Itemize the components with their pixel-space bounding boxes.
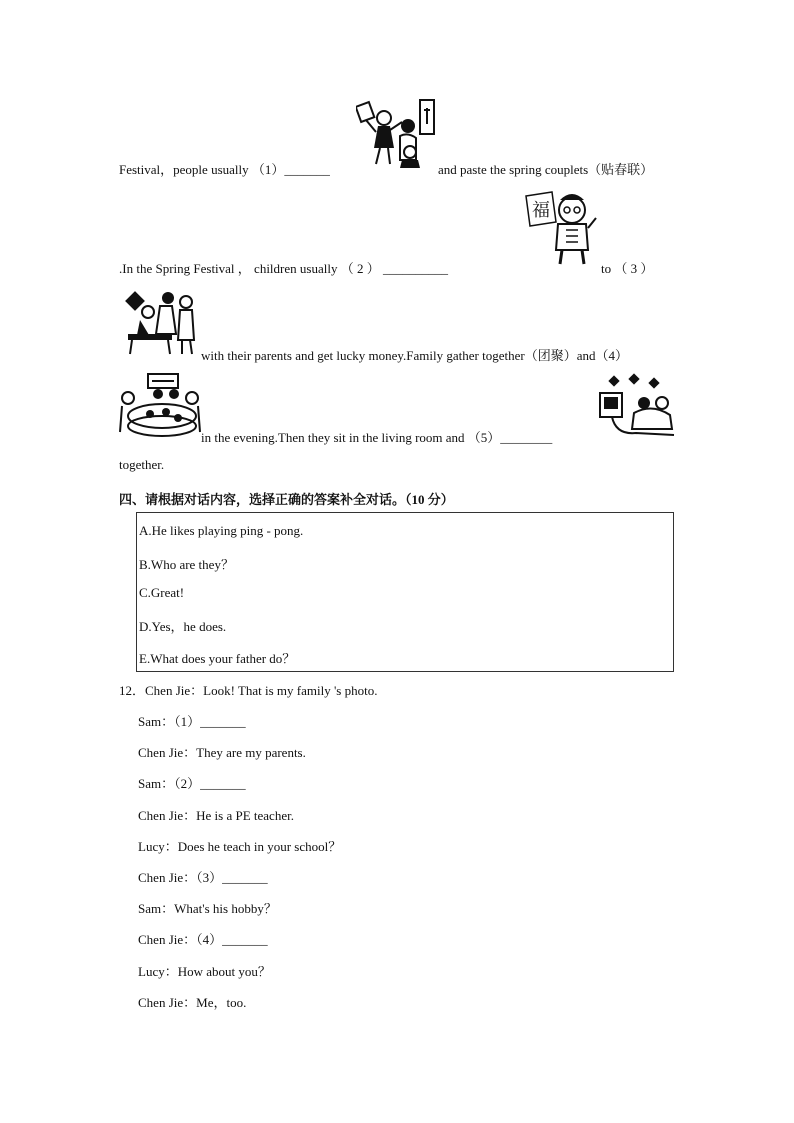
passage-line-1a: Festival，people usually （1）_______ <box>119 162 330 177</box>
option-b: B.Who are they？ <box>139 557 234 572</box>
option-d: D.Yes，he does. <box>139 619 227 634</box>
section-4-heading: 四、请根据对话内容，选择正确的答案补全对话。（10 分） <box>119 492 454 507</box>
dialogue-line: Chen Jie：（3）_______ <box>138 870 268 885</box>
watching-tv-illustration <box>596 373 676 441</box>
passage-line-2b: to （ 3 ） <box>601 261 654 276</box>
dialogue-line: Lucy：How about you？ <box>138 964 271 979</box>
dialogue-line: Lucy：Does he teach in your school？ <box>138 839 342 854</box>
family-dinner-illustration <box>118 372 202 438</box>
fu-char: 福 <box>532 200 550 221</box>
option-e: E.What does your father do？ <box>139 651 296 666</box>
passage-line-2a: .In the Spring Festival ， children usually （ 2 ） __________ <box>119 261 448 276</box>
fu-character-illustration <box>522 188 602 268</box>
option-a: A.He likes playing ping - pong. <box>139 523 304 538</box>
passage-line-5: together. <box>119 457 165 472</box>
passage-line-3: with their parents and get lucky money.Family gather together（团聚）and（4） <box>201 348 628 363</box>
option-c: C.Great! <box>139 585 185 600</box>
dialogue-line: Sam：What's his hobby？ <box>138 901 277 916</box>
pasting-couplets-illustration <box>356 98 438 170</box>
visiting-relatives-illustration <box>120 290 202 356</box>
passage-line-1b: and paste the spring couplets（贴春联） <box>438 162 654 177</box>
dialogue-line: Chen Jie：He is a PE teacher. <box>138 808 294 823</box>
passage-line-4: in the evening.Then they sit in the living room and （5）________ <box>201 430 553 445</box>
dialogue-line: Sam：（2）_______ <box>138 776 246 791</box>
dialogue-line: Sam：（1）_______ <box>138 714 246 729</box>
answer-options-box <box>136 512 674 672</box>
dialogue-line: Chen Jie：（4）_______ <box>138 932 268 947</box>
dialogue-line: Chen Jie：They are my parents. <box>138 745 306 760</box>
dialogue-line: Chen Jie：Me，too. <box>138 995 247 1010</box>
question-12-intro: 12．Chen Jie：Look! That is my family 's photo. <box>119 683 378 698</box>
